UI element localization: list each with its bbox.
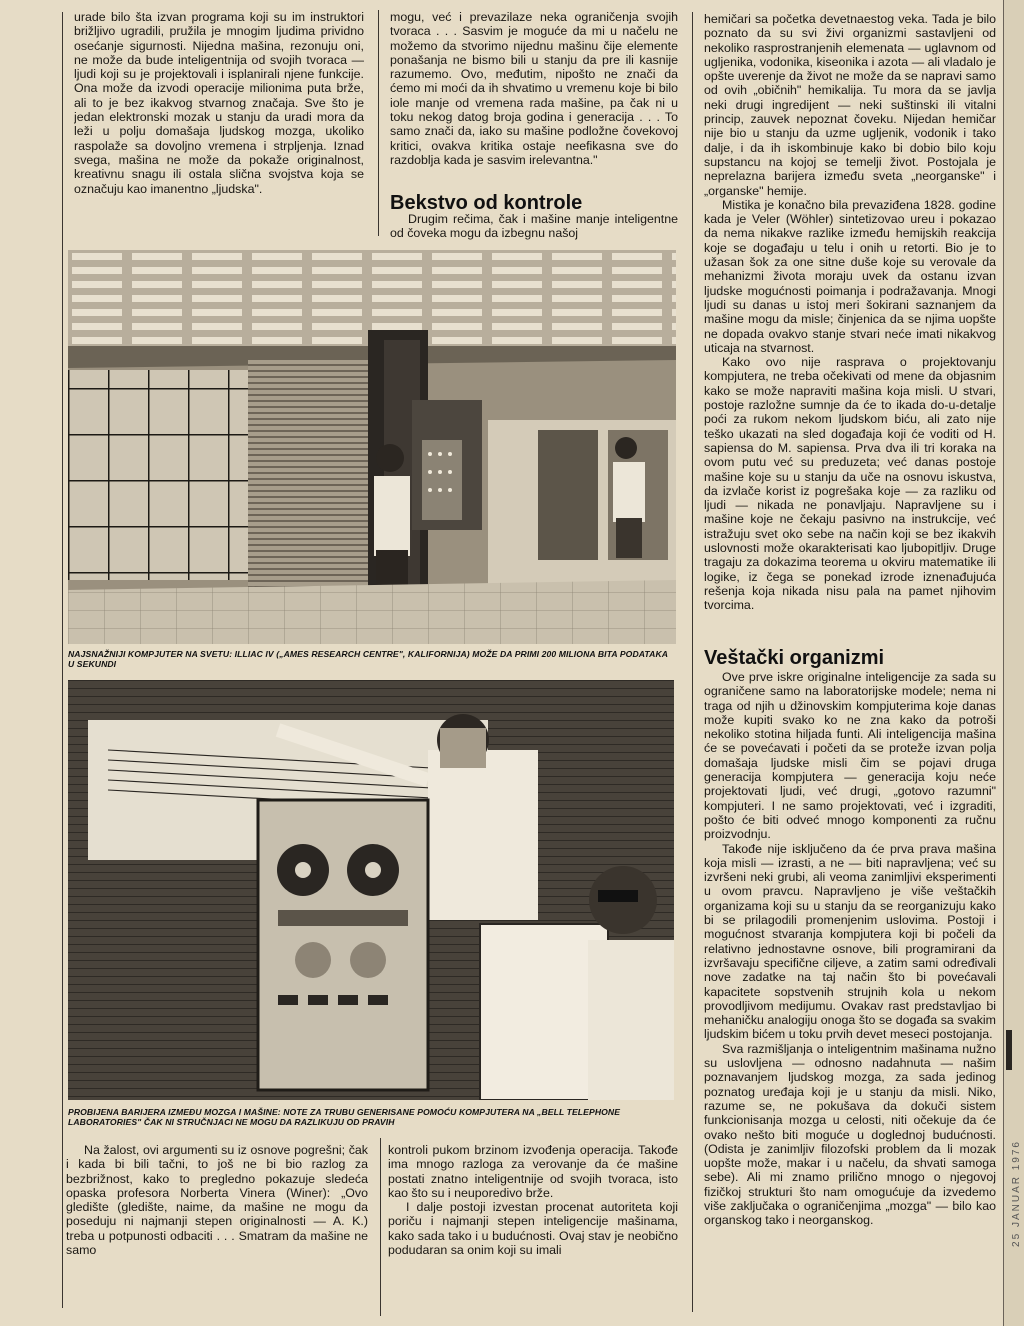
paragraph: Na žalost, ovi argumenti su iz osnove pogrešni; čak i kada bi bili tačni, to još ne bi bio razlog za bezbrižnost, kako to pregledno pokazuje sledeća opaska profesora Norberta Vinera (Winer): „Ovo gledište (gledište, naime, da mašine ne mogu da poseduju ni najmanji stepen originalnosti — A. K.) treba u potpunosti odbaciti . . . Smatram da mašine ne samo [66, 1143, 368, 1258]
column-2-heading-text [390, 212, 678, 242]
paragraph: Sva razmišljanja o inteligentnim mašinama nužno su uslovljena — odnosno nadahnuta — našim poznavanjem ljudskog mozga, za sada jedinog poznatog uređaja koji je u stanju da misli. Niko, razume se, ne pokušava da dokuči sistem funkcionisanja mozga u celosti, niti očekuje da će ovako nešto biti moguće u doglednoj budućnosti. (Odista je zanimljiv filozofski problem da li mozak uopšte može, makar i u načelu, da shvati samoga sebe). Ali mi znamo prilično mnogo o njegovoj fizičkoj strukturi što nam omogućuje da izvedemo više zaključaka o ograničenjima „mozga" — bilo kao organskog tako i neorganskog. [704, 1041, 996, 1228]
paragraph: kontroli pukom brzinom izvođenja operacija. Takođe ima mnogo razloga za verovanje da će mašine postati znatno inteligentnije od svojih tvoraca, isto kao što su i neuporedivo brže. [388, 1143, 678, 1200]
column-2-bottom-text [388, 1143, 678, 1313]
heading-bekstvo-od-kontrole: Bekstvo od kontrole [390, 192, 583, 214]
caption-illiac: NAJSNAŽNIJI KOMPJUTER NA SVETU: ILLIAC IV („AMES RESEARCH CENTRE", KALIFORNIJA) MOŽE DA PRIMI 200 MILIONA BITA PODATAKA U SEKUNDI [68, 649, 668, 669]
photo-bell-labs-image [68, 680, 674, 1100]
paragraph: Mistika je konačno bila prevaziđena 1828. godine kada je Veler (Wöhler) sintetizovao ureu i pokazao da nema nikakve razlike između hemijskih reakcija koje se događaju u telu i onih u retorti. Bio je to užasan šok za one sitne duše koje su verovale da mehanizmi života moraju uvek da ostanu izvan ljudske mogućnosti poimanja i podražavanja. Mnogi ljudi su danas u istoj meri šokirani saznanjem da mašine mogu da misle; činjenica da se njima uopšte ne dopada ovakvo stanje stvari neće imati nikakvog uticaja na stvarnost. [704, 197, 996, 355]
paragraph: urade bilo šta izvan programa koji su im instruktori brižljivo ugradili, pružila je mnogim ljudima prividno osećanje sigurnosti. Nijedna mašina, rezonuju oni, ne može da bude inteligentnija od svojih tvoraca — ljudi koji su je projektovali i isplanirali njene funkcije. Ona može da izvodi operacije milionima puta brže, ali to je bez ikakvog stvarnog značaja. Sve što je jedan elektronski mozak u stanju da uradi mora da leži u polju domašaja ljudskog mozga, ukoliko raspolaže sa dovoljno vremena i strpljenja. Iznad svega, mašina ne može da pokaže originalnost, kreativnu snagu ili ostala slična svojstva koja se označuju kao imanentno „ljudska". [74, 10, 364, 196]
paragraph: I dalje postoji izvestan procenat autoriteta koji poriču i najmanji stepen inteligencije mašinama, kako sada tako i u budućnosti. Ovaj stav je neobično podudaran sa onim koji su imali [388, 1200, 678, 1258]
paragraph: mogu, već i prevazilaze neka ograničenja svojih tvoraca . . . Sasvim je moguće da mi u načelu ne možemo da stvorimo nijednu mašinu čije elemente ponašanja ne bismo bili u stanju da pre ili kasnije razumemo. Ovo, međutim, nipošto ne znači da ćemo mi moći da ih shvatimo u vremenu koje bi bilo iole manje od vremena rada mašine, pa čak ni u toku nekog datog broja godina i generacija . . . To samo znači da, iako su mašine podložne čovekovoj kritici, ovakva kritika ostaje neefikasna sve do razdoblja kada je sasvim irelevantna." [390, 10, 678, 167]
heading-vestacki-organizmi: Veštački organizmi [704, 647, 885, 669]
page-edge-date: 25 JANUAR 1976 [1011, 1140, 1022, 1247]
paragraph: hemičari sa početka devetnaestog veka. Tada je bilo poznato da su svi živi organizmi sastavljeni od nekoliko rasprostranjenih elemenata — uglavnom od ugljenika, vodonika, kiseonika i azota — ali vladalo je opšte uverenje da život ne može da se napravi samo od ovih „običnih" hemikalija. Tu mora da se javlja neki drugi ingredijent — neki suštinski ili vitalni princip, zauvek nepoznat čoveku. Nijedan hemičar nije bio u stanju da uzme ugljenik, vodonik i tako dalje, i da ih iskombinuje kako bi dobio bilo koju supstancu na kojoj se temelji život. Postojala je neprelazna barijera između sveta „neorganske" i „organske" hemije. [704, 12, 996, 198]
column-rule-right [692, 12, 693, 1312]
column-rule-left [62, 12, 63, 1308]
column-1-bottom-text [66, 1143, 368, 1313]
paragraph: Takođe nije isključeno da će prva prava mašina koja misli — izrasti, a ne — biti napravljena; već su izvršeni neki grubi, ali veoma zanimljivi eksperimenti u ovom pravcu. Napravljeno je više veštačkih organizama koji su u stanju da se reorganizuju kako bi se prilagodili promenjenim uslovima. Postoji i mogućnost stvaranja kompjutera koji bi počeli da relativno jednostavne osnove, bili programirani da izvršavaju specifične ciljeve, a zatim sami određivali nove zadatke na taj način što bi povećavali kapacitete sopstvenih strujnih kola u nekom provodljivom medijumu. Ovakav rast predstavljao bi mehaničku analogiju onoga što se događa sa svakim ljudskim bićem u toku prvih devet meseci postojanja. [704, 841, 996, 1042]
paragraph: Kako ovo nije rasprava o projektovanju kompjutera, ne treba očekivati od mene da objasnim kako se može napraviti mašina koja misli. U stvari, postoje razložne sumnje da će to ikada do-u-detalje poći za rukom nekom ljudskom biću, ali zato nije teško ukazati na sled događaja koji će voditi od H. sapiensa do M. sapiensa. Prva dva ili tri koraka na ovom putu već su preduzeta; već danas postoje mašine koje su u stanju da uče na osnovu iskustva, da izvlače korist iz pogrešaka koje — za razliku od ljudi — nikada ne ponavljaju. Napravljene su i mašine koje ne čekaju pasivno na instrukcije, već istražuju svet oko sebe na način koji se bez ikakvih uslovnosti može okarakterisati kao ljubopitljiv. Druge tragaju za dokazima teorema u okviru matematike ili logike, iz čega se ponekad izrode iznenađujuća rešenja koja nikada nisu pala na pamet njihovim tvorcima. [704, 355, 996, 613]
photo-illiac-iv-image [68, 250, 676, 644]
photo-illiac-iv-computer-room [68, 250, 676, 644]
paragraph: Ove prve iskre originalne inteligencije za sada su ograničene samo na laboratorijske modele; nema ni traga od njih u džinovskim kompjuterima koje danas može kupiti svako ko ne zna kako da potroši nekoliko stotina hiljada funti. Ali inteligencija mašina će se povećavati i početi da se proteže izvan polja domašaja ljudske misli čim se pojavi druga generacija kompjutera — generacija koju neće projektovati ljudi, već drugi, „gotovo razumni" kompjuteri. I ne samo projektovati, već i izgraditi, pošto će biti odveć mnogo komponenti za ručnu proizvodnju. [704, 670, 996, 842]
column-2-top-text [390, 10, 678, 192]
photo-bell-labs-tape-machine [68, 680, 674, 1100]
column-3-text [704, 12, 996, 634]
page-edge-mark [1006, 1030, 1012, 1070]
column-rule-mid-top [378, 10, 379, 236]
page-edge-strip [1003, 0, 1024, 1326]
caption-bell-labs: PROBIJENA BARIJERA IZMEĐU MOZGA I MAŠINE: NOTE ZA TRUBU GENERISANE POMOĆU KOMPJUTERA NA „BELL TELEPHONE LABORATORIES" ČAK NI STRUČNJACI NE MOGU DA RAZLIKUJU OD PRAVIH [68, 1107, 621, 1127]
column-rule-mid-bottom [380, 1138, 381, 1316]
column-1-top-text [74, 10, 364, 238]
column-3-lower-text [704, 670, 996, 1290]
paragraph: Drugim rečima, čak i mašine manje inteligentne od čoveka mogu da izbegnu našoj [390, 212, 678, 241]
